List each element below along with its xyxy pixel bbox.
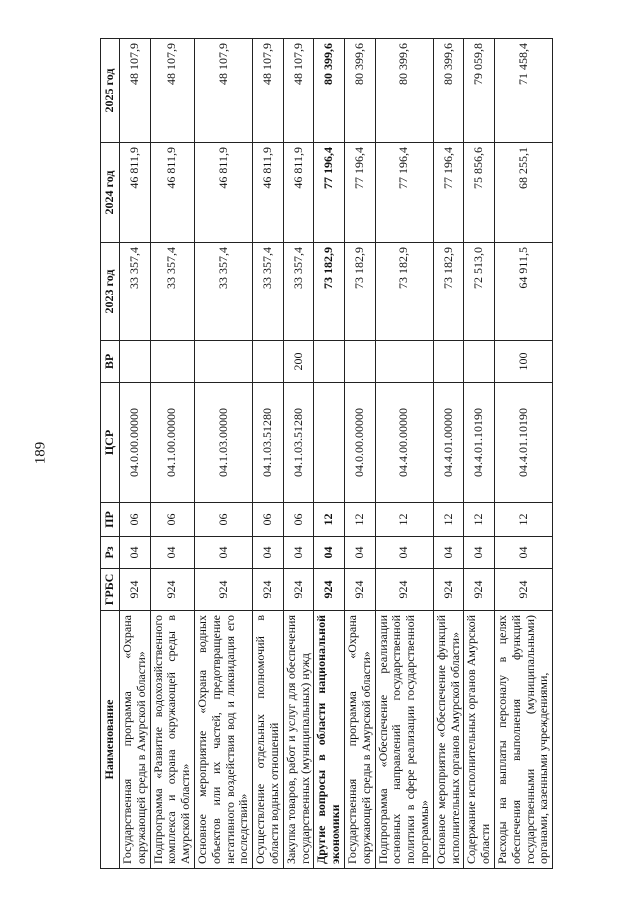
cell-grbs: 924: [253, 569, 284, 611]
cell-vr: 100: [494, 341, 552, 383]
cell-name: Основное мероприятие «Охрана водных объектов или их частей, предотвращение негативного воздействия вод и ликвидация его последствий»: [194, 611, 252, 869]
cell-name: Расходы на выплаты персоналу в целях обеспечения выполнения функций государственными (муниципальными) органами, казенными учреждениями,: [494, 611, 552, 869]
cell-pr: 06: [253, 503, 284, 537]
header-vr: ВР: [101, 341, 120, 383]
cell-vr: [375, 341, 433, 383]
cell-name: Государственная программа «Охрана окружающей среды в Амурской области»: [120, 611, 151, 869]
cell-grbs: 924: [120, 569, 151, 611]
cell-name: Подпрограмма «Развитие водохозяйственного комплекса и охрана окружающей среды в Амурской области»: [150, 611, 194, 869]
cell-2023: 73 182,9: [433, 243, 464, 341]
cell-2023: 73 182,9: [314, 243, 345, 341]
cell-2023: 33 357,4: [283, 243, 314, 341]
cell-csr: 04.4.01.10190: [464, 383, 495, 503]
cell-name: Подпрограмма «Обеспечение реализации основных направлений государственной политики в сфере реализации государственной программы»: [375, 611, 433, 869]
cell-grbs: 924: [464, 569, 495, 611]
cell-rz: 04: [253, 537, 284, 569]
cell-2024: 46 811,9: [194, 143, 252, 243]
cell-2024: 46 811,9: [253, 143, 284, 243]
cell-csr: [314, 383, 345, 503]
cell-2025: 48 107,9: [150, 39, 194, 143]
header-grbs: ГРБС: [101, 569, 120, 611]
table-row: [494, 39, 552, 869]
cell-rz: 04: [120, 537, 151, 569]
cell-rz: 04: [433, 537, 464, 569]
table-row: [194, 39, 252, 869]
cell-grbs: 924: [283, 569, 314, 611]
cell-csr: 04.0.00.00000: [120, 383, 151, 503]
cell-2025: 48 107,9: [120, 39, 151, 143]
cell-rz: 04: [150, 537, 194, 569]
cell-csr: 04.1.03.51280: [253, 383, 284, 503]
cell-2025: 80 399,6: [433, 39, 464, 143]
cell-rz: 04: [344, 537, 375, 569]
budget-table: [100, 38, 553, 869]
cell-name: Государственная программа «Охрана окружающей среды в Амурской области»: [344, 611, 375, 869]
cell-vr: [344, 341, 375, 383]
cell-pr: 06: [150, 503, 194, 537]
header-2024: 2024 год: [101, 143, 120, 243]
cell-csr: 04.4.01.10190: [494, 383, 552, 503]
cell-2024: 77 196,4: [314, 143, 345, 243]
cell-csr: 04.4.01.00000: [433, 383, 464, 503]
rotated-table-container: [100, 39, 640, 869]
cell-pr: 12: [344, 503, 375, 537]
cell-csr: 04.4.00.00000: [375, 383, 433, 503]
header-rz: Рз: [101, 537, 120, 569]
cell-2023: 73 182,9: [375, 243, 433, 341]
header-csr: ЦСР: [101, 383, 120, 503]
cell-pr: 12: [464, 503, 495, 537]
header-pr: ПР: [101, 503, 120, 537]
cell-pr: 12: [433, 503, 464, 537]
cell-pr: 12: [314, 503, 345, 537]
cell-2023: 33 357,4: [253, 243, 284, 341]
cell-rz: 04: [194, 537, 252, 569]
table-row: [344, 39, 375, 869]
cell-2023: 72 513,0: [464, 243, 495, 341]
table-row: [314, 39, 345, 869]
cell-2025: 48 107,9: [253, 39, 284, 143]
cell-2024: 46 811,9: [283, 143, 314, 243]
cell-vr: 200: [283, 341, 314, 383]
cell-2025: 71 458,4: [494, 39, 552, 143]
cell-2023: 33 357,4: [120, 243, 151, 341]
table-row: [433, 39, 464, 869]
cell-2023: 33 357,4: [150, 243, 194, 341]
cell-2025: 48 107,9: [283, 39, 314, 143]
cell-pr: 06: [194, 503, 252, 537]
cell-vr: [150, 341, 194, 383]
cell-vr: [464, 341, 495, 383]
cell-grbs: 924: [375, 569, 433, 611]
table-row: [150, 39, 194, 869]
cell-csr: 04.1.00.00000: [150, 383, 194, 503]
cell-rz: 04: [464, 537, 495, 569]
cell-name: Основное мероприятие «Обеспечение функций исполнительных органов Амурской области»: [433, 611, 464, 869]
cell-pr: 12: [375, 503, 433, 537]
cell-2024: 68 255,1: [494, 143, 552, 243]
table-body: [120, 39, 553, 869]
header-name: Наименование: [101, 611, 120, 869]
cell-grbs: 924: [433, 569, 464, 611]
table-row: [283, 39, 314, 869]
table-header-row: [101, 39, 120, 869]
cell-2023: 64 911,5: [494, 243, 552, 341]
header-2025: 2025 год: [101, 39, 120, 143]
cell-csr: 04.1.03.00000: [194, 383, 252, 503]
page-number: 189: [32, 441, 49, 465]
cell-grbs: 924: [314, 569, 345, 611]
cell-name: Осуществление отдельных полномочий в области водных отношений: [253, 611, 284, 869]
cell-csr: 04.1.03.51280: [283, 383, 314, 503]
header-2023: 2023 год: [101, 243, 120, 341]
cell-2024: 77 196,4: [375, 143, 433, 243]
cell-name: Содержание исполнительных органов Амурской области: [464, 611, 495, 869]
cell-rz: 04: [375, 537, 433, 569]
cell-vr: [433, 341, 464, 383]
cell-vr: [314, 341, 345, 383]
cell-2025: 79 059,8: [464, 39, 495, 143]
cell-pr: 06: [283, 503, 314, 537]
cell-vr: [253, 341, 284, 383]
cell-rz: 04: [283, 537, 314, 569]
cell-rz: 04: [314, 537, 345, 569]
cell-2024: 75 856,6: [464, 143, 495, 243]
cell-name: Другие вопросы в области национальной экономики: [314, 611, 345, 869]
cell-grbs: 924: [150, 569, 194, 611]
cell-name: Закупка товаров, работ и услуг для обеспечения государственных (муниципальных) нужд: [283, 611, 314, 869]
cell-2023: 33 357,4: [194, 243, 252, 341]
cell-grbs: 924: [194, 569, 252, 611]
cell-csr: 04.0.00.00000: [344, 383, 375, 503]
table-row: [253, 39, 284, 869]
cell-grbs: 924: [344, 569, 375, 611]
cell-2025: 80 399,6: [344, 39, 375, 143]
cell-pr: 06: [120, 503, 151, 537]
cell-grbs: 924: [494, 569, 552, 611]
cell-2025: 80 399,6: [375, 39, 433, 143]
table-row: [120, 39, 151, 869]
table-row: [464, 39, 495, 869]
cell-2025: 48 107,9: [194, 39, 252, 143]
cell-2024: 46 811,9: [120, 143, 151, 243]
table-row: [375, 39, 433, 869]
cell-2024: 46 811,9: [150, 143, 194, 243]
cell-2025: 80 399,6: [314, 39, 345, 143]
cell-rz: 04: [494, 537, 552, 569]
cell-2023: 73 182,9: [344, 243, 375, 341]
cell-vr: [120, 341, 151, 383]
cell-2024: 77 196,4: [344, 143, 375, 243]
cell-2024: 77 196,4: [433, 143, 464, 243]
cell-vr: [194, 341, 252, 383]
cell-pr: 12: [494, 503, 552, 537]
